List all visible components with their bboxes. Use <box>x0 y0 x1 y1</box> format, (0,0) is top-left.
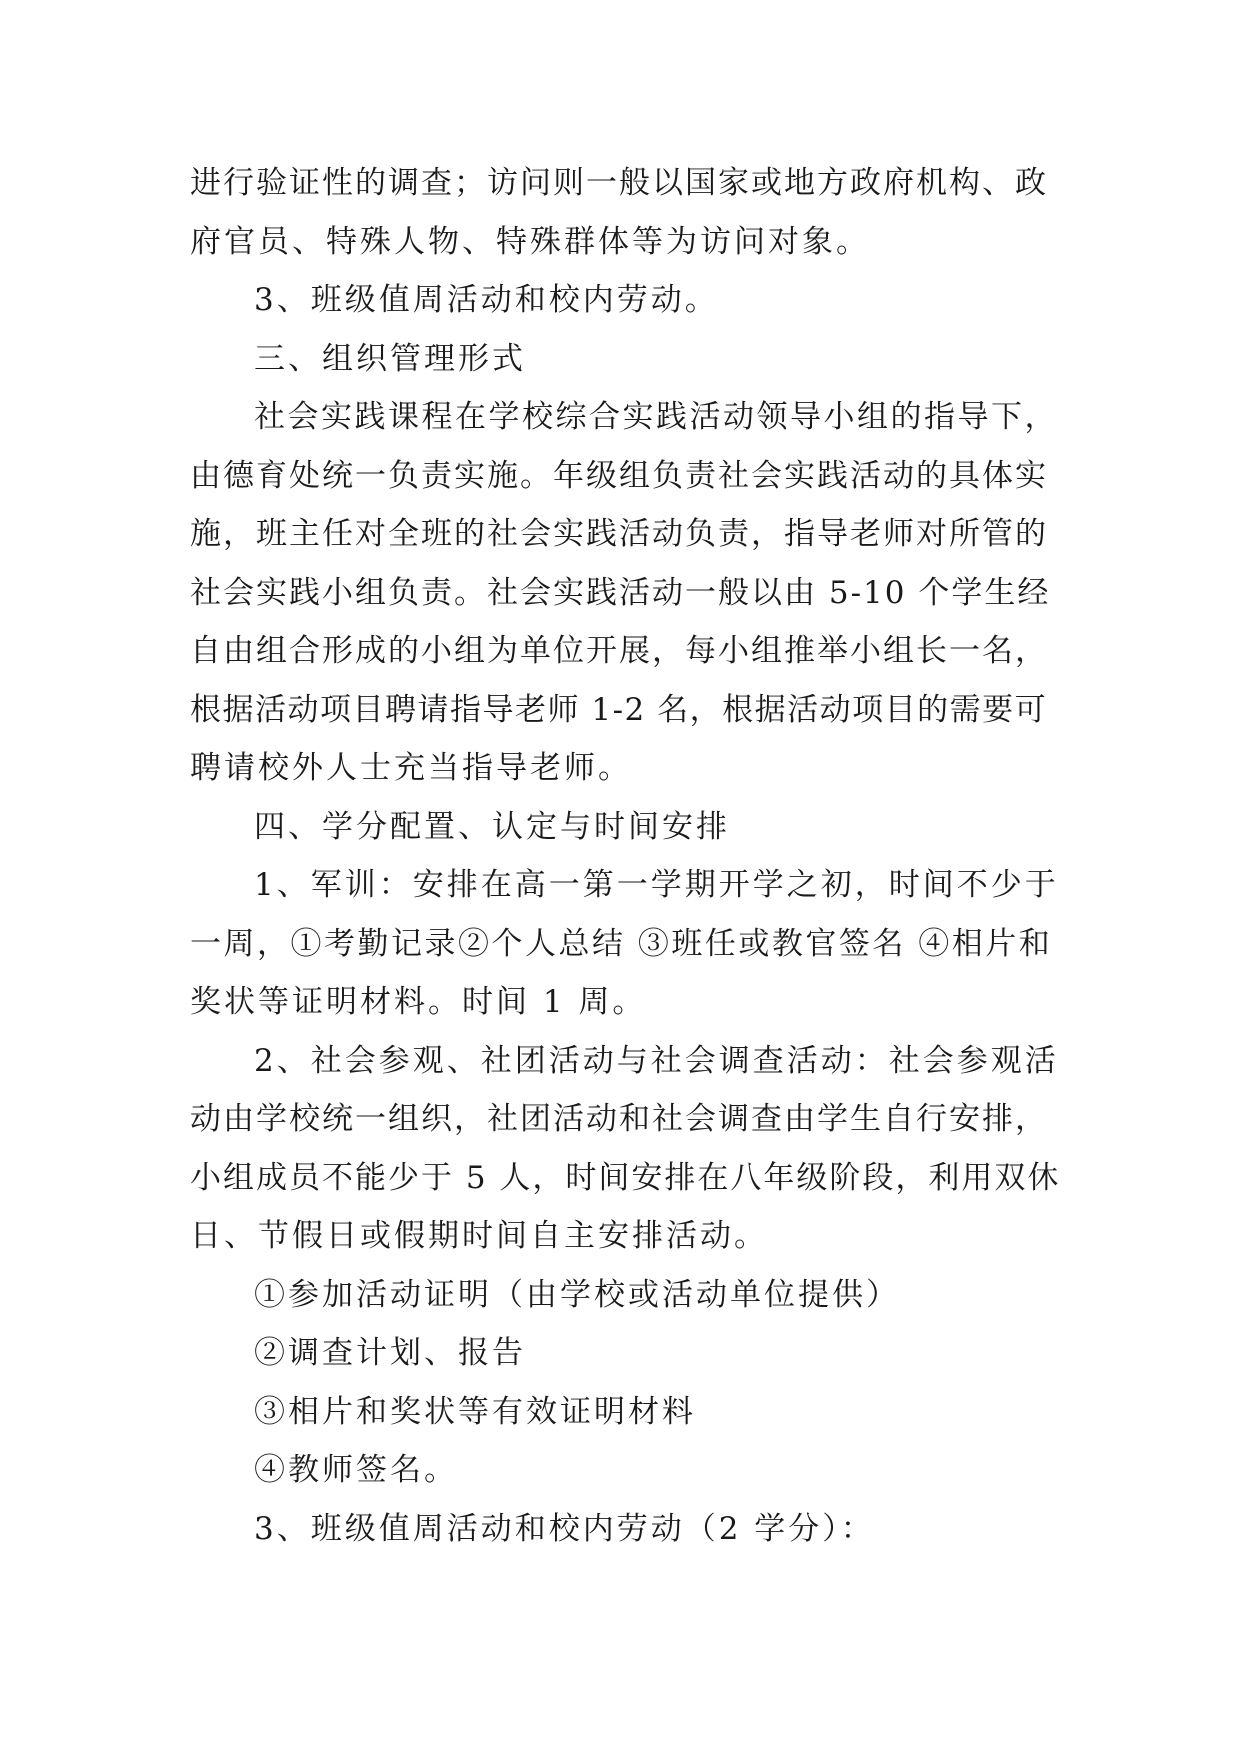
text-line-24: 3、班级值周活动和校内劳动（2 学分）： <box>254 1510 875 1547</box>
text-line-13: 1、军训：安排在高一第一学期开学之初，时间不少于 <box>254 867 1059 903</box>
text-line-11: 聘请校外人士充当指导老师。 <box>190 750 632 786</box>
text-line-5: 社会实践课程在学校综合实践活动领导小组的指导下， <box>254 399 1058 435</box>
text-line-14: 一周，①考勤记录②个人总结 ③班任或教官签名 ④相片和 <box>190 925 1053 962</box>
section-heading-3: 三、组织管理形式 <box>254 340 526 377</box>
text-line-7: 施，班主任对全班的社会实践活动负责，指导老师对所管的 <box>190 516 1048 552</box>
text-line-17: 动由学校统一组织，社团活动和社会调查由学生自行安排， <box>190 1101 1048 1137</box>
text-line-1: 进行验证性的调查；访问则一般以国家或地方政府机构、政 <box>190 165 1048 201</box>
list-item-1: ①参加活动证明（由学校或活动单位提供） <box>254 1276 900 1313</box>
text-line-10: 根据活动项目聘请指导老师 1-2 名，根据活动项目的需要可 <box>190 691 1048 728</box>
text-line-18: 小组成员不能少于 5 人，时间安排在八年级阶段，利用双休 <box>190 1159 1061 1196</box>
text-line-15: 奖状等证明材料。时间 1 周。 <box>190 984 647 1020</box>
text-line-19: 日、节假日或假期时间自主安排活动。 <box>190 1218 768 1254</box>
list-item-2: ②调查计划、报告 <box>254 1335 526 1371</box>
document-body <box>190 154 1060 1558</box>
text-line-9: 自由组合形成的小组为单位开展，每小组推举小组长一名， <box>190 633 1048 669</box>
list-item-3: ③相片和奖状等有效证明材料 <box>254 1393 696 1430</box>
text-line-8: 社会实践小组负责。社会实践活动一般以由 5-10 个学生经 <box>190 574 1051 611</box>
text-line-2: 府官员、特殊人物、特殊群体等为访问对象。 <box>190 223 870 260</box>
text-line-6: 由德育处统一负责实施。年级组负责社会实践活动的具体实 <box>190 457 1048 494</box>
section-heading-4: 四、学分配置、认定与时间安排 <box>254 808 730 845</box>
text-line-16: 2、社会参观、社团活动与社会调查活动：社会参观活 <box>254 1042 1059 1079</box>
list-item-4: ④教师签名。 <box>254 1452 458 1488</box>
text-line-3: 3、班级值周活动和校内劳动。 <box>254 282 719 318</box>
